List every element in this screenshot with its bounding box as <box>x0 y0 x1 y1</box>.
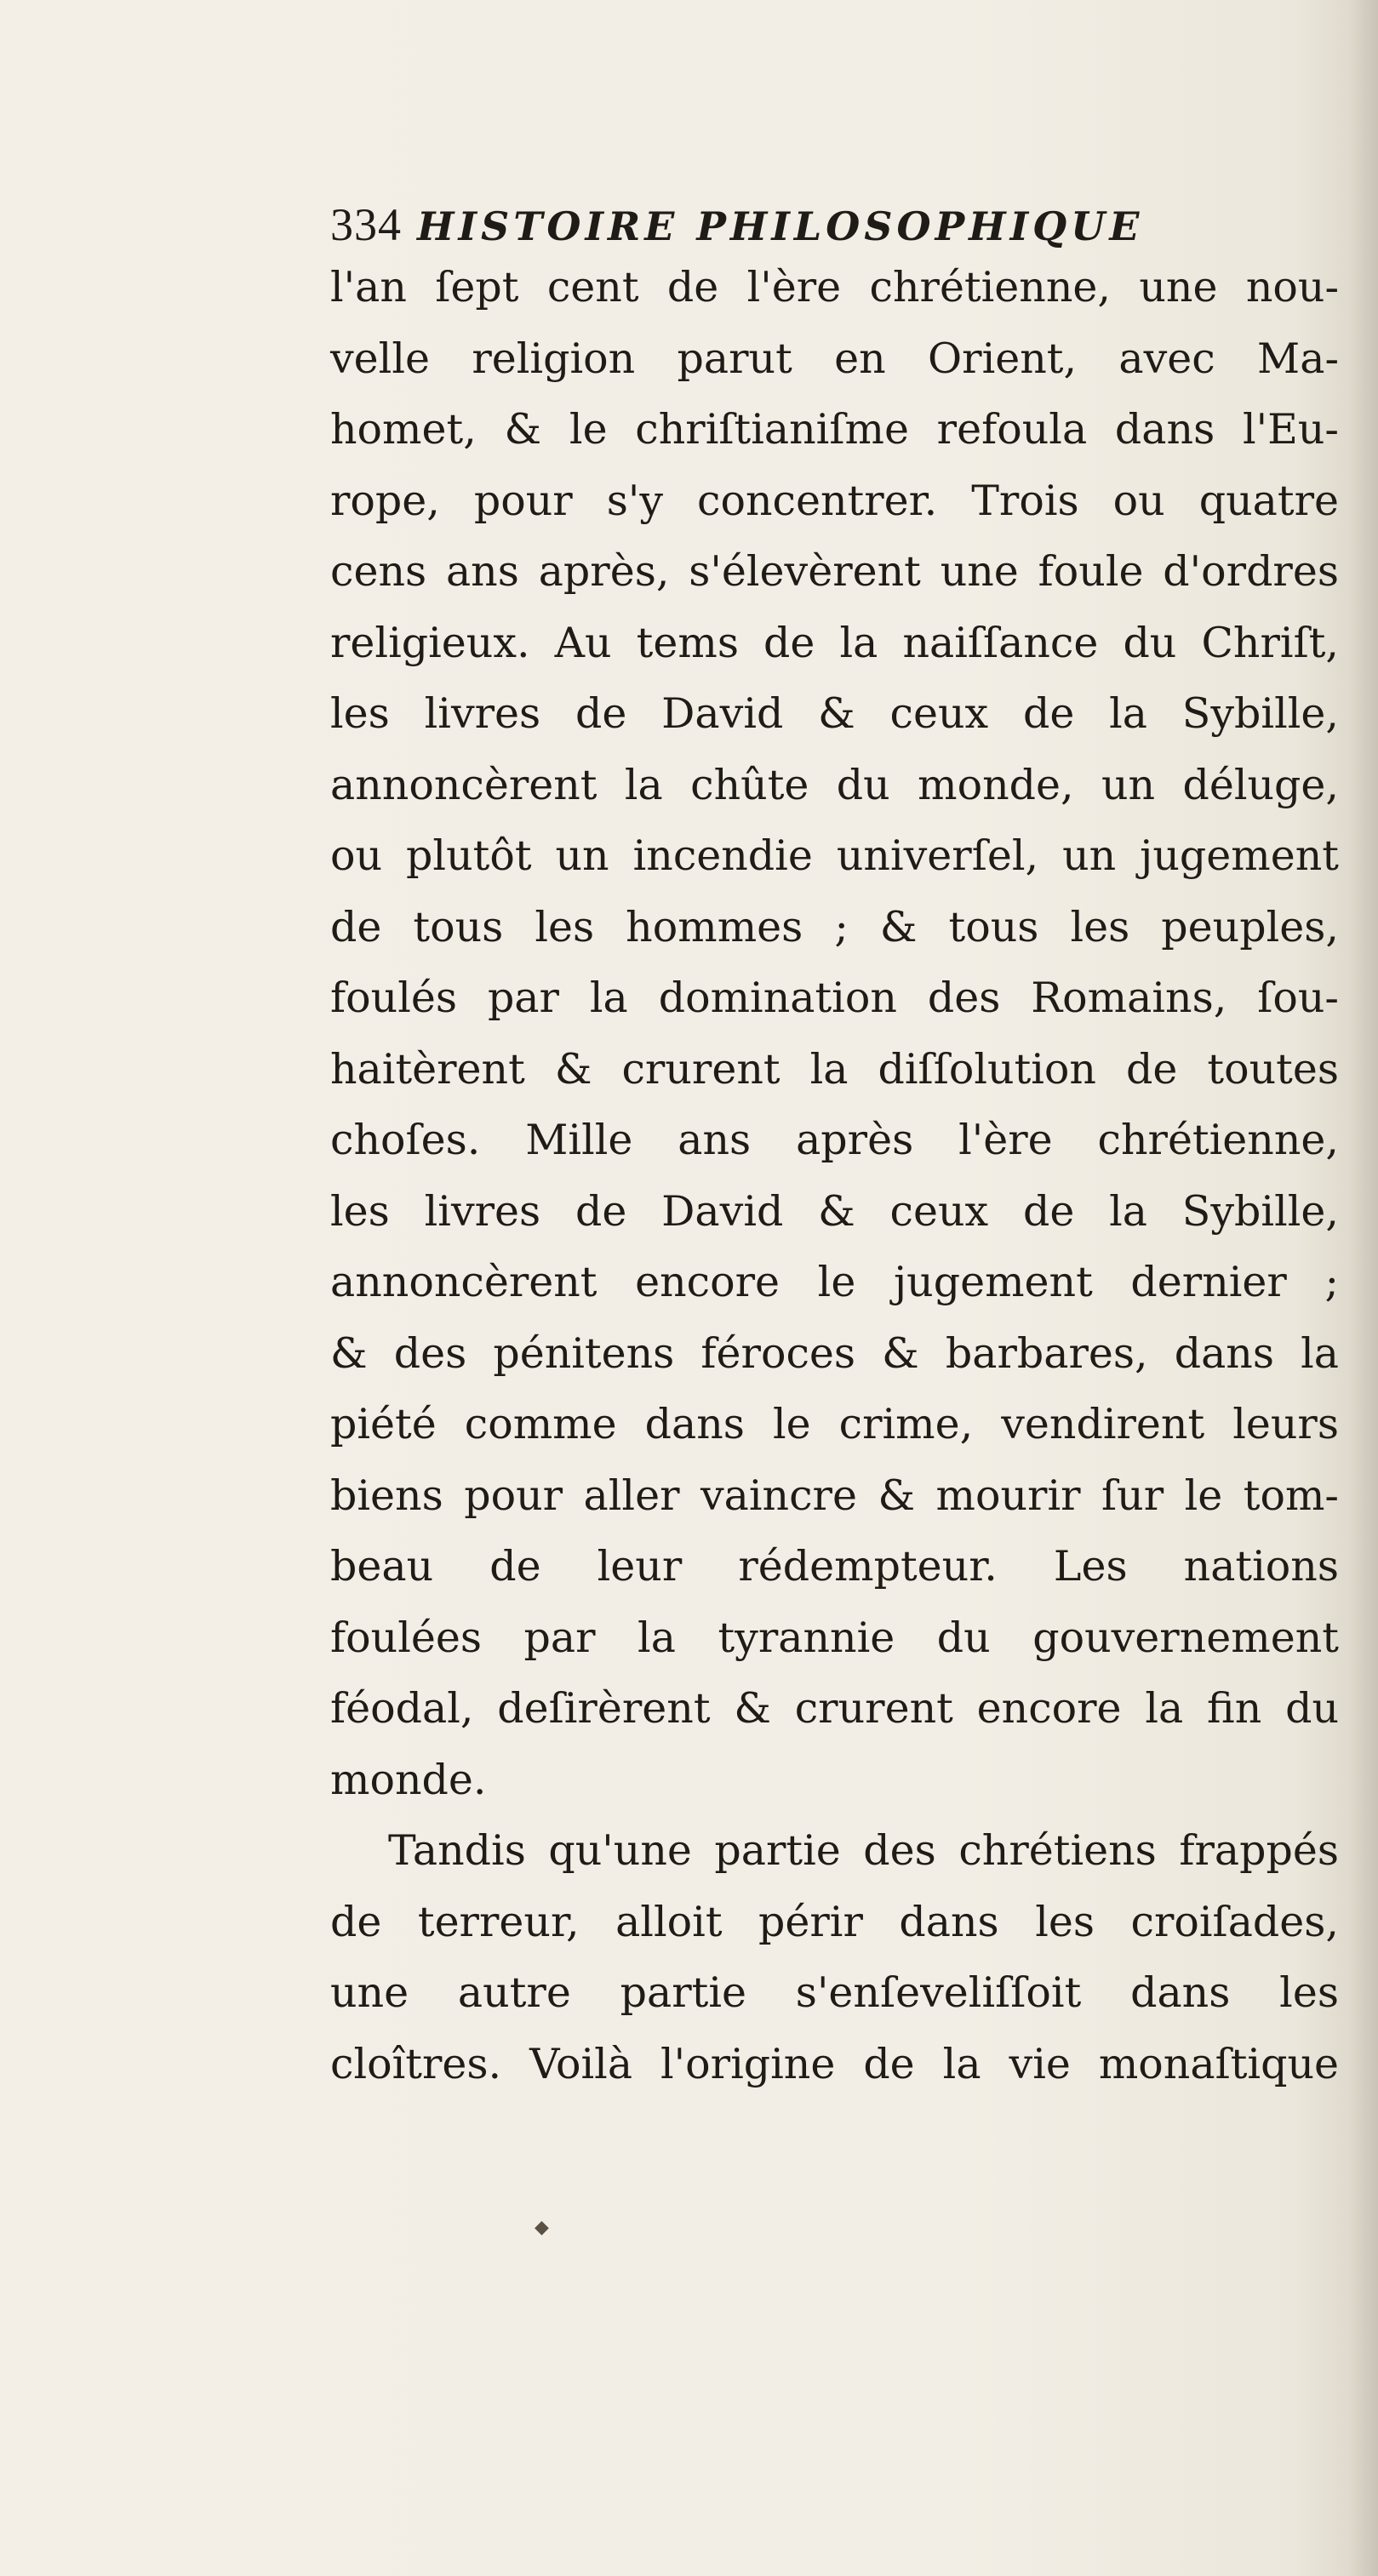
text-line: annoncèrent encore le jugement dernier ; <box>330 1258 1339 1306</box>
text-line: velle religion parut en Orient, avec Ma- <box>330 334 1339 383</box>
text-line: cens ans après, s'élevèrent une foule d'ordres <box>330 547 1339 596</box>
text-line: féodal, deſirèrent & crurent encore la fin du <box>330 1684 1339 1733</box>
paragraph-2 <box>330 1815 1339 2099</box>
text-line: une autre partie s'enſeveliſſoit dans les <box>330 1968 1339 2017</box>
text-line: l'an ſept cent de l'ère chrétienne, une nou- <box>330 263 1339 311</box>
running-title: HISTOIRE PHILOSOPHIQUE <box>417 203 1144 249</box>
ink-speck-icon: ◆ <box>535 2217 549 2238</box>
text-line: beau de leur rédempteur. Les nations <box>330 1542 1339 1591</box>
text-line: homet, & le chriſtianiſme refoula dans l'Eu- <box>330 405 1339 454</box>
text-line: cloîtres. Voilà l'origine de la vie monaſtique <box>330 2039 1339 2088</box>
text-line: choſes. Mille ans après l'ère chrétienne, <box>330 1116 1339 1164</box>
text-line: annoncèrent la chûte du monde, un déluge, <box>330 760 1339 809</box>
text-line: haitèrent & crurent la diſſolution de toutes <box>330 1044 1339 1094</box>
text-line: les livres de David & ceux de la Sybille, <box>330 1186 1339 1236</box>
running-header <box>330 197 1339 252</box>
page-edge-shadow <box>1349 0 1378 2576</box>
text-line: & des pénitens féroces & barbares, dans la <box>330 1328 1339 1378</box>
text-line: piété comme dans le crime, vendirent leurs <box>330 1400 1339 1448</box>
paragraph-1 <box>330 252 1339 1815</box>
text-line: Tandis qu'une partie des chrétiens frappés <box>388 1826 1339 1875</box>
text-line: ou plutôt un incendie univerſel, un jugement <box>330 831 1339 880</box>
text-line: de terreur, alloit périr dans les croiſades, <box>330 1897 1339 1946</box>
text-line: religieux. Au tems de la naiſſance du Chriſt, <box>330 618 1339 667</box>
page-number: 334 <box>330 199 402 250</box>
text-line: foulés par la domination des Romains, ſou- <box>330 974 1339 1022</box>
text-block <box>330 197 1339 2099</box>
text-line: monde. <box>330 1755 487 1804</box>
text-line: rope, pour s'y concentrer. Trois ou quatre <box>330 476 1339 525</box>
text-line: biens pour aller vaincre & mourir ſur le tom- <box>330 1471 1339 1520</box>
text-line: les livres de David & ceux de la Sybille, <box>330 689 1339 738</box>
text-line: de tous les hommes ; & tous les peuples, <box>330 902 1339 951</box>
text-line: foulées par la tyrannie du gouvernement <box>330 1613 1339 1662</box>
